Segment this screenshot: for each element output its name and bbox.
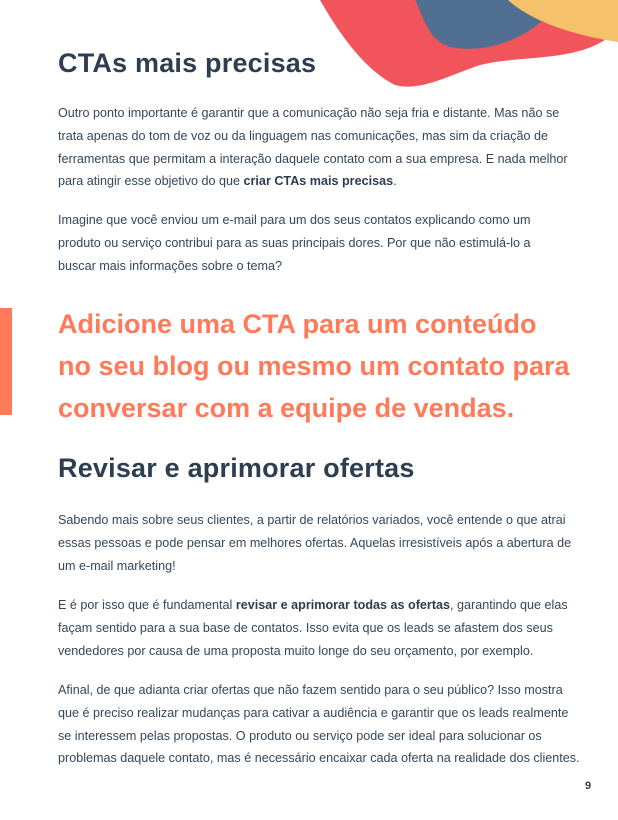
- text-line: [58, 125, 568, 148]
- callout-line: conversar com a equipe de vendas.: [58, 393, 515, 423]
- text-line: [58, 209, 531, 232]
- text-line: [58, 594, 568, 617]
- text-line: [58, 555, 571, 578]
- text-segment: produto ou serviço contribui para as suas principais dores. Por que não estimulá-lo a: [58, 235, 531, 250]
- callout-line: no seu blog ou mesmo um contato para: [58, 351, 570, 381]
- paragraph: [58, 509, 571, 577]
- text-line: [58, 617, 568, 640]
- bold-text: criar CTAs mais precisas: [243, 174, 394, 189]
- text-segment: vendedores por causa de uma proposta muito longe do seu orçamento, por exemplo.: [58, 643, 534, 658]
- text-line: [58, 725, 580, 748]
- text-segment: problemas daquele contato, mas é necessário encaixar cada oferta na realidade dos clientes.: [58, 751, 580, 766]
- section-heading-ofertas: Revisar e aprimorar ofertas: [58, 453, 415, 483]
- text-line: [58, 102, 568, 125]
- text-segment: Afinal, de que adianta criar ofertas que não fazem sentido para o seu público? Isso mostra: [58, 683, 563, 697]
- page-number: 9: [585, 780, 592, 792]
- text-segment: se interessem pelas propostas. O produto ou serviço pode ser ideal para solucionar os: [58, 728, 542, 743]
- text-segment: Sabendo mais sobre seus clientes, a partir de relatórios variados, você entende o que atrai: [58, 513, 566, 527]
- text-line: [58, 509, 571, 532]
- section-heading-ctas: CTAs mais precisas: [58, 48, 317, 78]
- text-segment: E é por isso que é fundamental: [58, 598, 236, 612]
- callout-accent-bar: [0, 308, 12, 415]
- text-segment: .: [393, 174, 397, 189]
- text-line: [58, 747, 580, 770]
- callout-line: Adicione uma CTA para um conteúdo: [58, 309, 537, 339]
- text-line: [58, 702, 580, 725]
- text-line: [58, 148, 568, 171]
- text-segment: buscar mais informações sobre o tema?: [58, 258, 282, 273]
- bold-text: revisar e aprimorar todas as ofertas: [235, 598, 451, 612]
- callout-quote: [58, 303, 570, 429]
- text-segment: Imagine que você enviou um e-mail para um dos seus contatos explicando como um: [58, 213, 531, 227]
- text-segment: para atingir esse objetivo do que: [58, 174, 244, 189]
- text-segment: façam sentido para a sua base de contatos. Isso evita que os leads se afastem dos seus: [58, 620, 553, 635]
- paragraph: [58, 102, 568, 193]
- text-line: [58, 170, 568, 193]
- text-line: [58, 255, 531, 278]
- paragraph: [58, 679, 580, 770]
- paragraph: [58, 209, 531, 277]
- text-segment: que é preciso realizar mudanças para cativar a audiência e garantir que os leads realmente: [58, 705, 569, 720]
- text-line: [58, 532, 571, 555]
- text-segment: , garantindo que elas: [450, 598, 568, 612]
- text-line: [58, 232, 531, 255]
- text-segment: trata apenas do tom de voz ou da linguagem nas comunicações, mas sim da criação de: [58, 128, 549, 143]
- paragraph: [58, 594, 568, 662]
- text-segment: um e-mail marketing!: [58, 558, 176, 573]
- text-segment: Outro ponto importante é garantir que a comunicação não seja fria e distante. Mas não se: [58, 106, 560, 120]
- text-line: [58, 679, 580, 702]
- text-line: [58, 640, 568, 663]
- text-segment: essas pessoas e pode pensar em melhores ofertas. Aquelas irresistíveis após a abertura de: [58, 535, 572, 550]
- text-segment: ferramentas que permitam a interação daquele contato com a sua empresa. E nada melhor: [58, 151, 568, 166]
